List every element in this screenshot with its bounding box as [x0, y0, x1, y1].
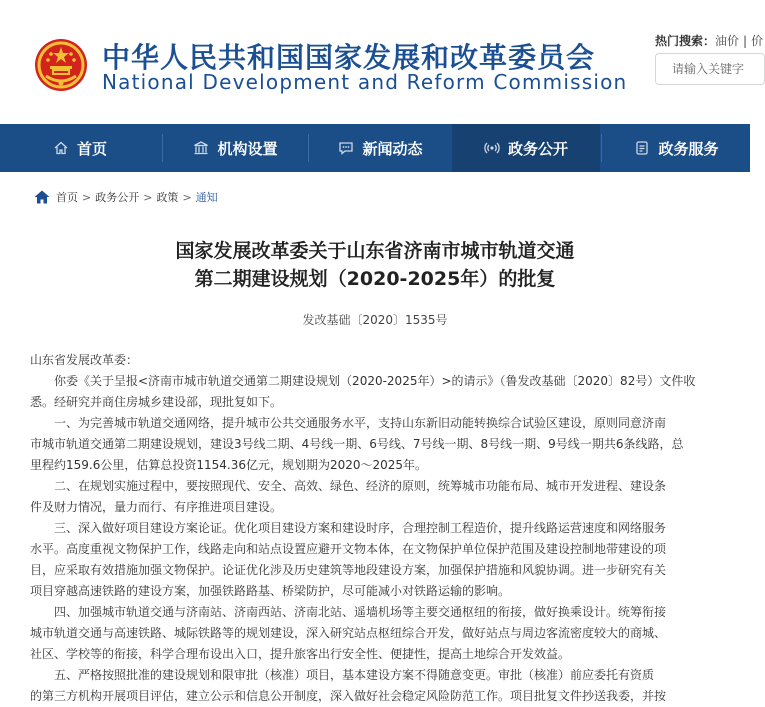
salutation: 山东省发展改革委： [30, 353, 139, 367]
body-line: 的第三方机构开展项目评估，建立公示和信息公开制度，深入做好社会稳定风险防范工作。项目批复文件抄送我委，并按 [30, 689, 667, 703]
nav-item-news[interactable] [310, 124, 451, 172]
body-line: 四、加强城市轨道交通与济南站、济南西站、济南北站、遥墙机场等主要交通枢纽的衔接，做好换乘设计。统筹衔接 [54, 605, 667, 619]
document-icon [634, 140, 650, 156]
breadcrumb-link-policy[interactable]: 政策 [156, 191, 179, 204]
breadcrumb-link-home[interactable]: 首页 [56, 191, 78, 204]
nav-label: 机构设置 [217, 139, 278, 158]
site-title-cn[interactable]: 中华人民共和国国家发展和改革委员会 [102, 41, 596, 74]
body-line: 社区、学校等的衔接，科学合理布设出入口，提升旅客出行安全性、便捷性，提高土地综合开发效益。 [30, 647, 571, 661]
hot-search-link[interactable]: 油价 [715, 34, 740, 48]
national-emblem-icon[interactable] [34, 38, 88, 92]
nav-label: 政务服务 [658, 139, 719, 158]
search-input[interactable] [656, 54, 764, 84]
main-nav [0, 124, 750, 172]
body-line: 二、在规划实施过程中，要按照现代、安全、高效、绿色、经济的原则，统筹城市功能布局、城市开发进程、建设条 [54, 479, 667, 493]
article-title-line-2: 第二期建设规划（2020-2025年）的批复 [194, 268, 556, 290]
body-line: 悉。经研究并商住房城乡建设部，现批复如下。 [30, 395, 283, 409]
article-title-line-1: 国家发展改革委关于山东省济南市城市轨道交通 [175, 240, 575, 262]
body-line: 城市轨道交通与高速铁路、城际铁路等的规划建设，深入研究站点枢纽综合开发，做好站点与周边客流密度较大的商城、 [30, 626, 667, 640]
body-line: 件及财力情况，量力而行、有序推进项目建设。 [30, 500, 283, 514]
nav-item-institutions[interactable] [164, 124, 307, 172]
nav-divider [601, 134, 602, 162]
site-header [0, 0, 764, 124]
body-line: 市城市轨道交通第二期建设规划，建设3号线二期、4号线一期、6号线、7号线一期、8号线一期、9号线一期共6条线路，总 [30, 437, 684, 451]
nav-divider [162, 134, 163, 162]
nav-label: 新闻动态 [362, 139, 423, 158]
chat-icon [338, 140, 354, 156]
breadcrumb-separator: > [143, 190, 153, 204]
breadcrumb-link-notice[interactable]: 通知 [195, 191, 218, 204]
search-box [655, 53, 765, 85]
article-body [30, 350, 741, 707]
body-line: 水平。高度重视文物保护工作，线路走向和站点设置应避开文物本体，在文物保护单位保护范围及建设控制地带建设的项 [30, 542, 667, 556]
nav-item-services[interactable] [603, 124, 750, 172]
document-number: 发改基础〔2020〕1535号 [302, 313, 448, 327]
breadcrumb [34, 189, 218, 205]
nav-label: 政务公开 [507, 139, 568, 158]
nav-label: 首页 [76, 139, 107, 158]
broadcast-icon [484, 140, 500, 156]
breadcrumb-separator: > [182, 190, 192, 204]
body-line: 三、深入做好项目建设方案论证。优化项目建设方案和建设时序，合理控制工程造价，提升线路运营速度和网络服务 [54, 521, 667, 535]
home-icon [53, 140, 69, 156]
body-line: 里程约159.6公里，估算总投资1154.36亿元，规划期为2020～2025年。 [30, 458, 428, 472]
body-line: 目，应采取有效措施加强文物保护。论证优化涉及历史建筑等地段建设方案，加强保护措施和风貌协调。进一步研究有关 [30, 563, 667, 577]
body-line: 你委《关于呈报<济南市城市轨道交通第二期建设规划（2020-2025年）>的请示》（鲁发改基础〔2020〕82号）文件收 [54, 374, 696, 388]
hot-search [655, 32, 763, 49]
body-line: 项目穿越高速铁路的建设方案，加强铁路路基、桥梁防护，尽可能减小对铁路运输的影响。 [30, 584, 511, 598]
nav-item-home[interactable] [0, 124, 160, 172]
home-icon[interactable] [34, 190, 50, 204]
hot-search-label: 热门搜索： [655, 34, 716, 48]
hot-search-link[interactable]: 价 [751, 34, 764, 48]
nav-divider [308, 134, 309, 162]
breadcrumb-link-government-affairs[interactable]: 政务公开 [95, 191, 140, 204]
nav-item-government-affairs[interactable] [452, 124, 600, 172]
site-title-en[interactable]: National Development and Reform Commission [102, 70, 628, 94]
breadcrumb-separator: > [82, 190, 92, 204]
institution-icon [193, 140, 209, 156]
hot-search-separator: | [743, 34, 748, 48]
body-line: 五、严格按照批准的建设规划和限审批（核准）项目，基本建设方案不得随意变更。审批（核准）前应委托有资质 [54, 668, 655, 682]
body-line: 一、为完善城市轨道交通网络，提升城市公共交通服务水平，支持山东新旧动能转换综合试验区建设，原则同意济南 [54, 416, 667, 430]
